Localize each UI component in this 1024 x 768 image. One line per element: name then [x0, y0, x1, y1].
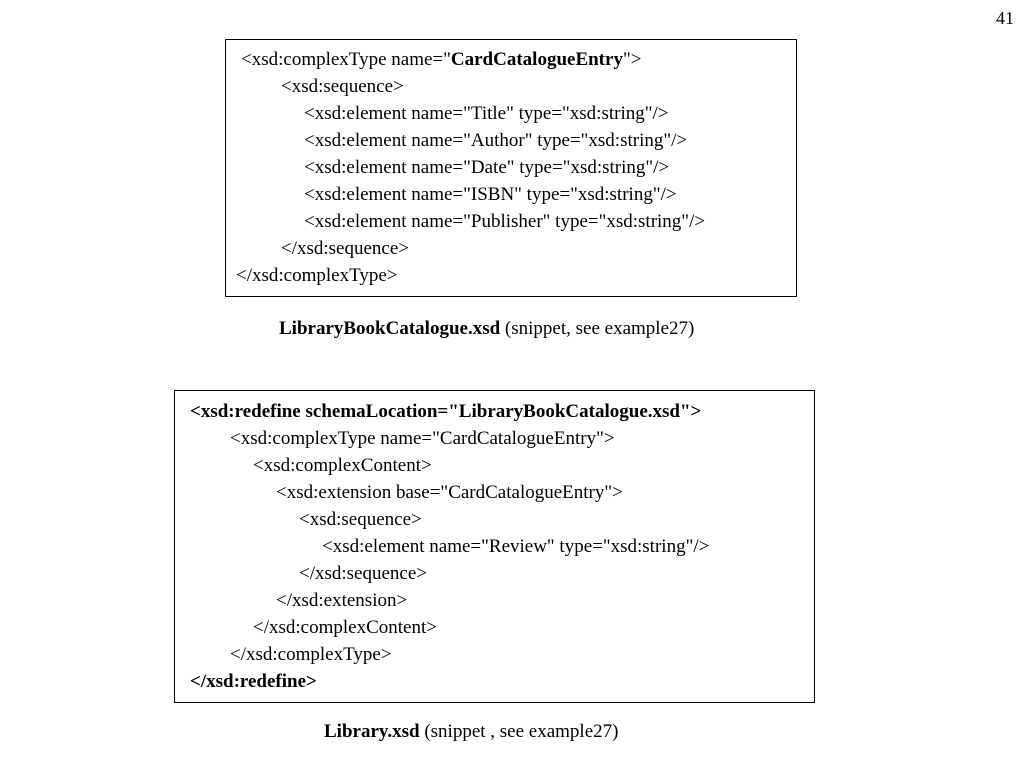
code-line-redefine-close: </xsd:redefine> — [190, 671, 317, 692]
code-line: <xsd:element name="Publisher" type="xsd:string"/> — [304, 211, 706, 232]
code-line: </xsd:sequence> — [281, 238, 410, 259]
code-line-complextype-open — [241, 46, 641, 73]
code-line: </xsd:sequence> — [299, 563, 428, 584]
code-line: <xsd:sequence> — [281, 76, 404, 97]
code-line: <xsd:element name="Date" type="xsd:string"/> — [304, 157, 670, 178]
caption-note: (snippet, see example27) — [500, 318, 695, 339]
code-line: <xsd:sequence> — [299, 509, 422, 530]
code-line: </xsd:complexContent> — [253, 617, 437, 638]
code-line: <xsd:element name="Author" type="xsd:string"/> — [304, 130, 688, 151]
code-line-redefine-open: <xsd:redefine schemaLocation="LibraryBookCatalogue.xsd"> — [190, 401, 702, 422]
code-line: <xsd:complexContent> — [253, 455, 432, 476]
code-text: "> — [622, 49, 642, 70]
code-line: </xsd:extension> — [276, 590, 408, 611]
code-line: <xsd:element name="ISBN" type="xsd:string"/> — [304, 184, 677, 205]
code-line: <xsd:element name="Title" type="xsd:string"/> — [304, 103, 669, 124]
code-line: <xsd:complexType name="CardCatalogueEntry"> — [230, 428, 615, 449]
code-box-library-book-catalogue — [225, 39, 797, 297]
type-name-highlight: CardCatalogueEntry — [450, 49, 623, 70]
code-text: <xsd:complexType name=" — [241, 49, 451, 70]
caption-note: (snippet , see example27) — [419, 721, 619, 742]
page-number: 41 — [996, 8, 1014, 28]
caption-library-book-catalogue — [279, 318, 694, 340]
caption-filename: LibraryBookCatalogue.xsd — [279, 318, 501, 339]
code-line: <xsd:element name="Review" type="xsd:string"/> — [322, 536, 710, 557]
code-line: </xsd:complexType> — [236, 265, 398, 286]
code-line: <xsd:extension base="CardCatalogueEntry"> — [276, 482, 623, 503]
code-line: </xsd:complexType> — [230, 644, 392, 665]
caption-library — [324, 721, 618, 743]
code-box-library — [174, 390, 815, 703]
caption-filename: Library.xsd — [324, 721, 420, 742]
